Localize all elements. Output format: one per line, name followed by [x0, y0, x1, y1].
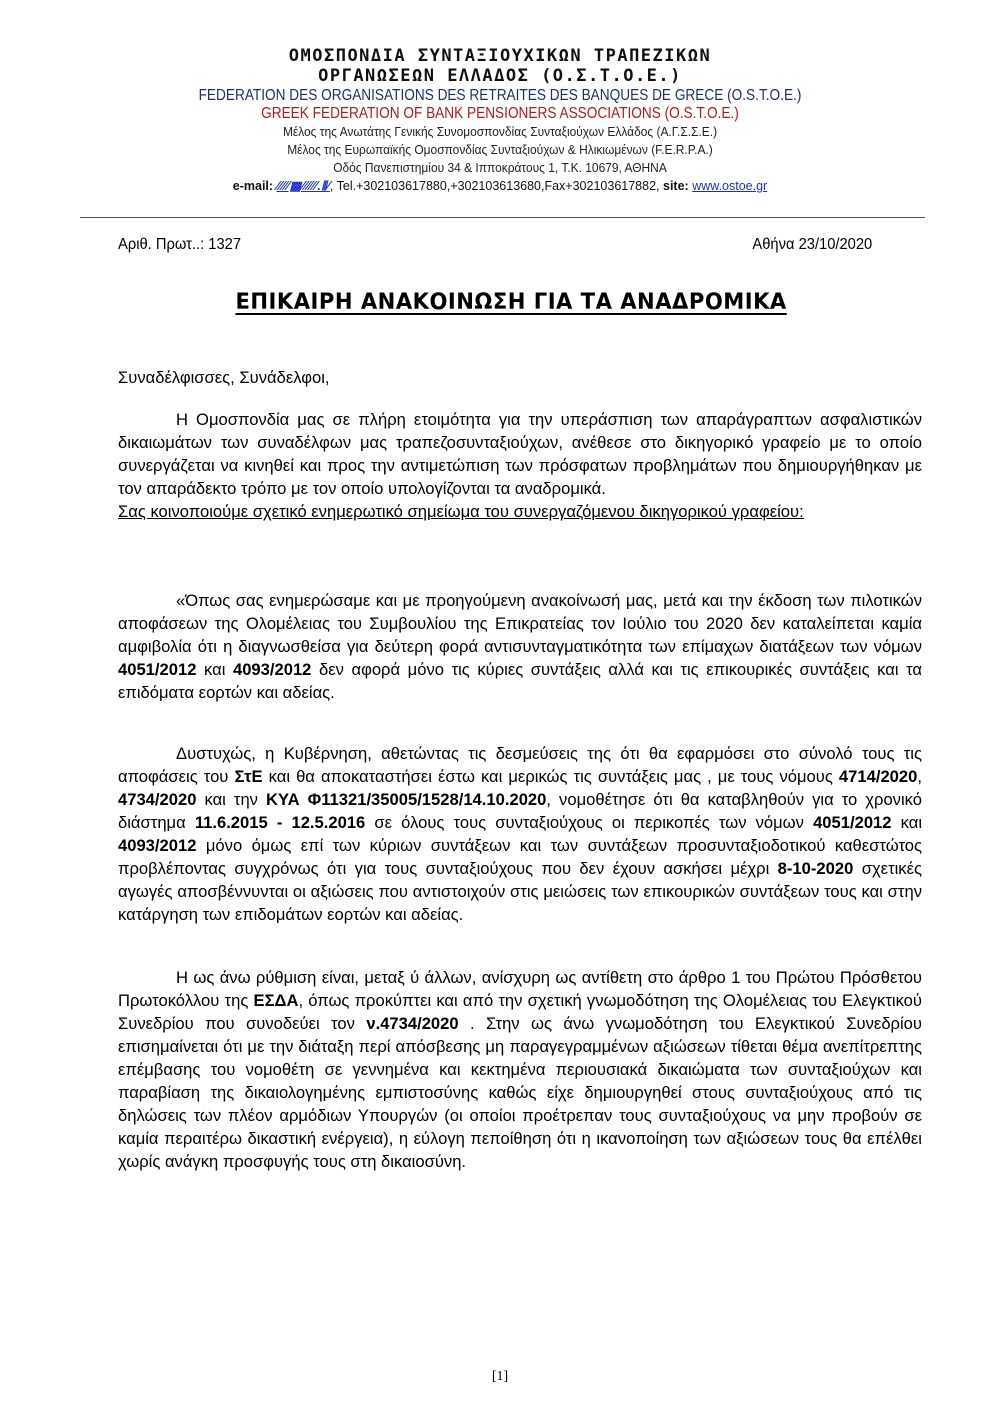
court-reference: ΣτΕ [234, 767, 263, 786]
convention-reference: ΕΣΔΑ [253, 991, 299, 1010]
federation-greek-name-line1: ΟΜΟΣΠΟΝΔΙΑ ΣΥΝΤΑΞΙΟΥΧΙΚΩΝ ΤΡΑΠΕΖΙΚΩΝ [288, 46, 712, 66]
text-span: . Στην ως άνω γνωμοδότηση του Ελεγκτικού Συνεδρίου επισημαίνεται ότι με την διάταξη περί απόσβεσης μη παραγεγραμμένων αξιώσεων τίθεται θέμα ανεπίτρεπτης επέμβασης του νομοθέτη σε γεννημένα και κεκτημένα περιουσιακά δικαιώματα των συνταξιούχων και παραβίαση της δικαιολογημένης εμπιστοσύνης καθώς είχε δημιουργηθεί στους συνταξιούχους από τις δηλώσεις των πλέον αρμόδιων Υπουργών (οι οποίοι προέτρεπαν τους συνταξιούχους να μην προβούν σε καμία περαιτέρω δικαστική ενέργεια), η εύλογη πεποίθηση ότι η ικανοποίηση των αξιώσεων τους θα επέλθει χωρίς ανάγκη προσφυγής τους στη δικαιοσύνη. [118, 1014, 922, 1171]
federation-greek-name-line2: ΟΡΓΑΝΩΣΕΩΝ ΕΛΛΑΔΟΣ (Ο.Σ.Τ.Ο.Ε.) [318, 66, 682, 86]
membership-agsse: Μέλος της Ανωτάτης Γενικής Συνομοσπονδίας Συνταξιούχων Ελλάδος (Α.Γ.Σ.Σ.Ε.) [282, 124, 718, 139]
paragraph-intro-text: Η Ομοσπονδία μας σε πλήρη ετοιμότητα για την υπεράσπιση των απαράγραπτων ασφαλιστικών δικαιωμάτων των συναδέλφων μας τραπεζοσυνταξιούχων, ανέθεσε στο δικηγορικό γραφείο με το οποίο συνεργάζεται να κινηθεί και προς την αντιμετώπιση των πρόσφατων προβλημάτων που δημιουργήθηκαν με τον απαράδεκτο τρόπο με τον οποίο υπολογίζονται τα αναδρομικά. [118, 410, 922, 498]
law-reference: 4714/2020 [838, 767, 918, 786]
paragraph-court-ruling [118, 589, 922, 704]
federation-french-name: FEDERATION DES ORGANISATIONS DES RETRAITES DES BANQUES DE GRECE (O.S.T.O.E.) [198, 87, 802, 104]
law-reference: 4051/2012 [118, 660, 197, 679]
text-span: , νομοθέτησε ότι θα καταβληθούν για το χρονικό διάστημα [118, 790, 922, 832]
salutation-text: Συναδέλφισσες, Συνάδελφοι, [118, 368, 330, 387]
contact-line: e-mail: ⁄⁄⁄⁄⁄▩⁄⁄⁄⁄⁄⁄.⦀⁄, Tel.+302103617880,+302103613680,Fax+302103617882, site: www.ostoe.gr [232, 179, 768, 193]
law-reference: 4093/2012 [118, 836, 197, 855]
postal-address: Οδός Πανεπιστημίου 34 & Ιπποκράτους 1, Τ.Κ. 10679, ΑΘΗΝΑ [333, 160, 667, 175]
text-span: και θα αποκαταστήσει έστω και μερικώς τις συντάξεις μας , με τους νόμους [262, 767, 839, 786]
page-number: [1] [491, 1369, 509, 1384]
law-reference: ν.4734/2020 [366, 1014, 459, 1033]
text-span: , [917, 767, 922, 786]
membership-ferpa: Μέλος της Ευρωπαϊκής Ομοσπονδίας Συνταξιούχων & Ηλικιωμένων (F.E.R.P.A.) [287, 142, 713, 157]
document-meta-row [118, 236, 872, 254]
paragraph-legal-argument-text [118, 966, 922, 1173]
phone-fax-numbers: Tel.+302103617880,+302103613680,Fax+302103617882, [336, 179, 660, 193]
website-link[interactable]: www.ostoe.gr [692, 179, 768, 193]
text-span: δεν αφορά μόνο τις κύριες συντάξεις αλλά και τις επικουρικές συντάξεις και τα επιδόματα εορτών και αδείας. [118, 660, 922, 702]
document-title [0, 290, 1000, 315]
site-label: site: [663, 179, 689, 193]
decision-reference: ΚΥΑ Φ11321/35005/1528/14.10.2020 [266, 790, 547, 809]
text-span: σχετικές αγωγές αποσβέννυνται οι αξιώσεις που αντιστοιχούν στις μειώσεις των επικουρικών συντάξεων τους και στην κατάργηση των επιδομάτων εορτών και αδείας. [118, 859, 922, 924]
period-reference: 11.6.2015 - 12.5.2016 [194, 813, 366, 832]
email-label: e-mail: [232, 179, 274, 193]
text-span: και [891, 813, 922, 832]
text-span: Δυστυχώς, η Κυβέρνηση, αθετώντας τις δεσμεύσεις της ότι θα εφαρμόσει στο σύνολό τους τις αποφάσεις του [118, 744, 922, 786]
law-reference: 4734/2020 [118, 790, 197, 809]
text-span: Η ως άνω ρύθμιση είναι, μεταξ ύ άλλων, ανίσχυρη ως αντίθετη στο άρθρο 1 του Πρώτου Πρόσθετου Πρωτοκόλλου της [118, 968, 922, 1010]
text-span: μόνο όμως επί των κύριων συντάξεων και των συντάξεων προσυνταξιοδοτικού καθεστώτος προβλέποντας συγχρόνως ότι για τους συνταξιούχους που δεν έχουν ασκήσει μέχρι [118, 836, 922, 878]
paragraph-intro [118, 408, 922, 523]
paragraph-government-action [118, 742, 922, 926]
email-link[interactable]: ⁄⁄⁄⁄⁄▩⁄⁄⁄⁄⁄⁄.⦀⁄ [276, 179, 330, 193]
paragraph-court-ruling-text [118, 589, 922, 704]
text-span: σε όλους τους συνταξιούχους οι περικοπές των νόμων [365, 813, 814, 832]
document-title-text: ΕΠΙΚΑΙΡΗ ΑΝΑΚΟΙΝΩΣΗ ΓΙΑ ΤΑ ΑΝΑΔΡΟΜΙΚΑ [235, 290, 787, 315]
date-reference: 8-10-2020 [777, 859, 854, 878]
text-span: «Όπως σας ενημερώσαμε και με προηγούμενη ανακοίνωσή μας, μετά και την έκδοση των πιλοτικών αποφάσεων της Ολομέλειας του Συμβουλίου της Επικρατείας τον Ιούλιο του 2020 δεν καταλείπεται καμία αμφιβολία ότι η διαγνωσθείσα για δεύτερη φορά αντισυνταγματικότητα των επίμαχων διατάξεων των νόμων [118, 591, 922, 656]
header-divider [80, 217, 925, 218]
protocol-number: Αριθ. Πρωτ..: 1327 [118, 236, 242, 253]
paragraph-legal-argument [118, 966, 922, 1173]
text-span: , όπως προκύπτει και από την σχετική γνωμοδότηση της Ολομέλειας του Ελεγκτικού Συνεδρίου που συνοδεύει τον [118, 991, 922, 1033]
text-span: και την [196, 790, 267, 809]
place-date: Αθήνα 23/10/2020 [752, 236, 872, 253]
law-reference: 4093/2012 [232, 660, 312, 679]
federation-english-name: GREEK FEDERATION OF BANK PENSIONERS ASSOCIATIONS (O.S.T.O.E.) [261, 105, 739, 122]
text-span: και [196, 660, 233, 679]
salutation [118, 366, 922, 389]
law-reference: 4051/2012 [813, 813, 892, 832]
letterhead [0, 46, 1000, 195]
paragraph-government-action-text [118, 742, 922, 926]
paragraph-intro-underlined: Σας κοινοποιούμε σχετικό ενημερωτικό σημείωμα του συνεργαζόμενου δικηγορικού γραφείου: [118, 502, 804, 521]
